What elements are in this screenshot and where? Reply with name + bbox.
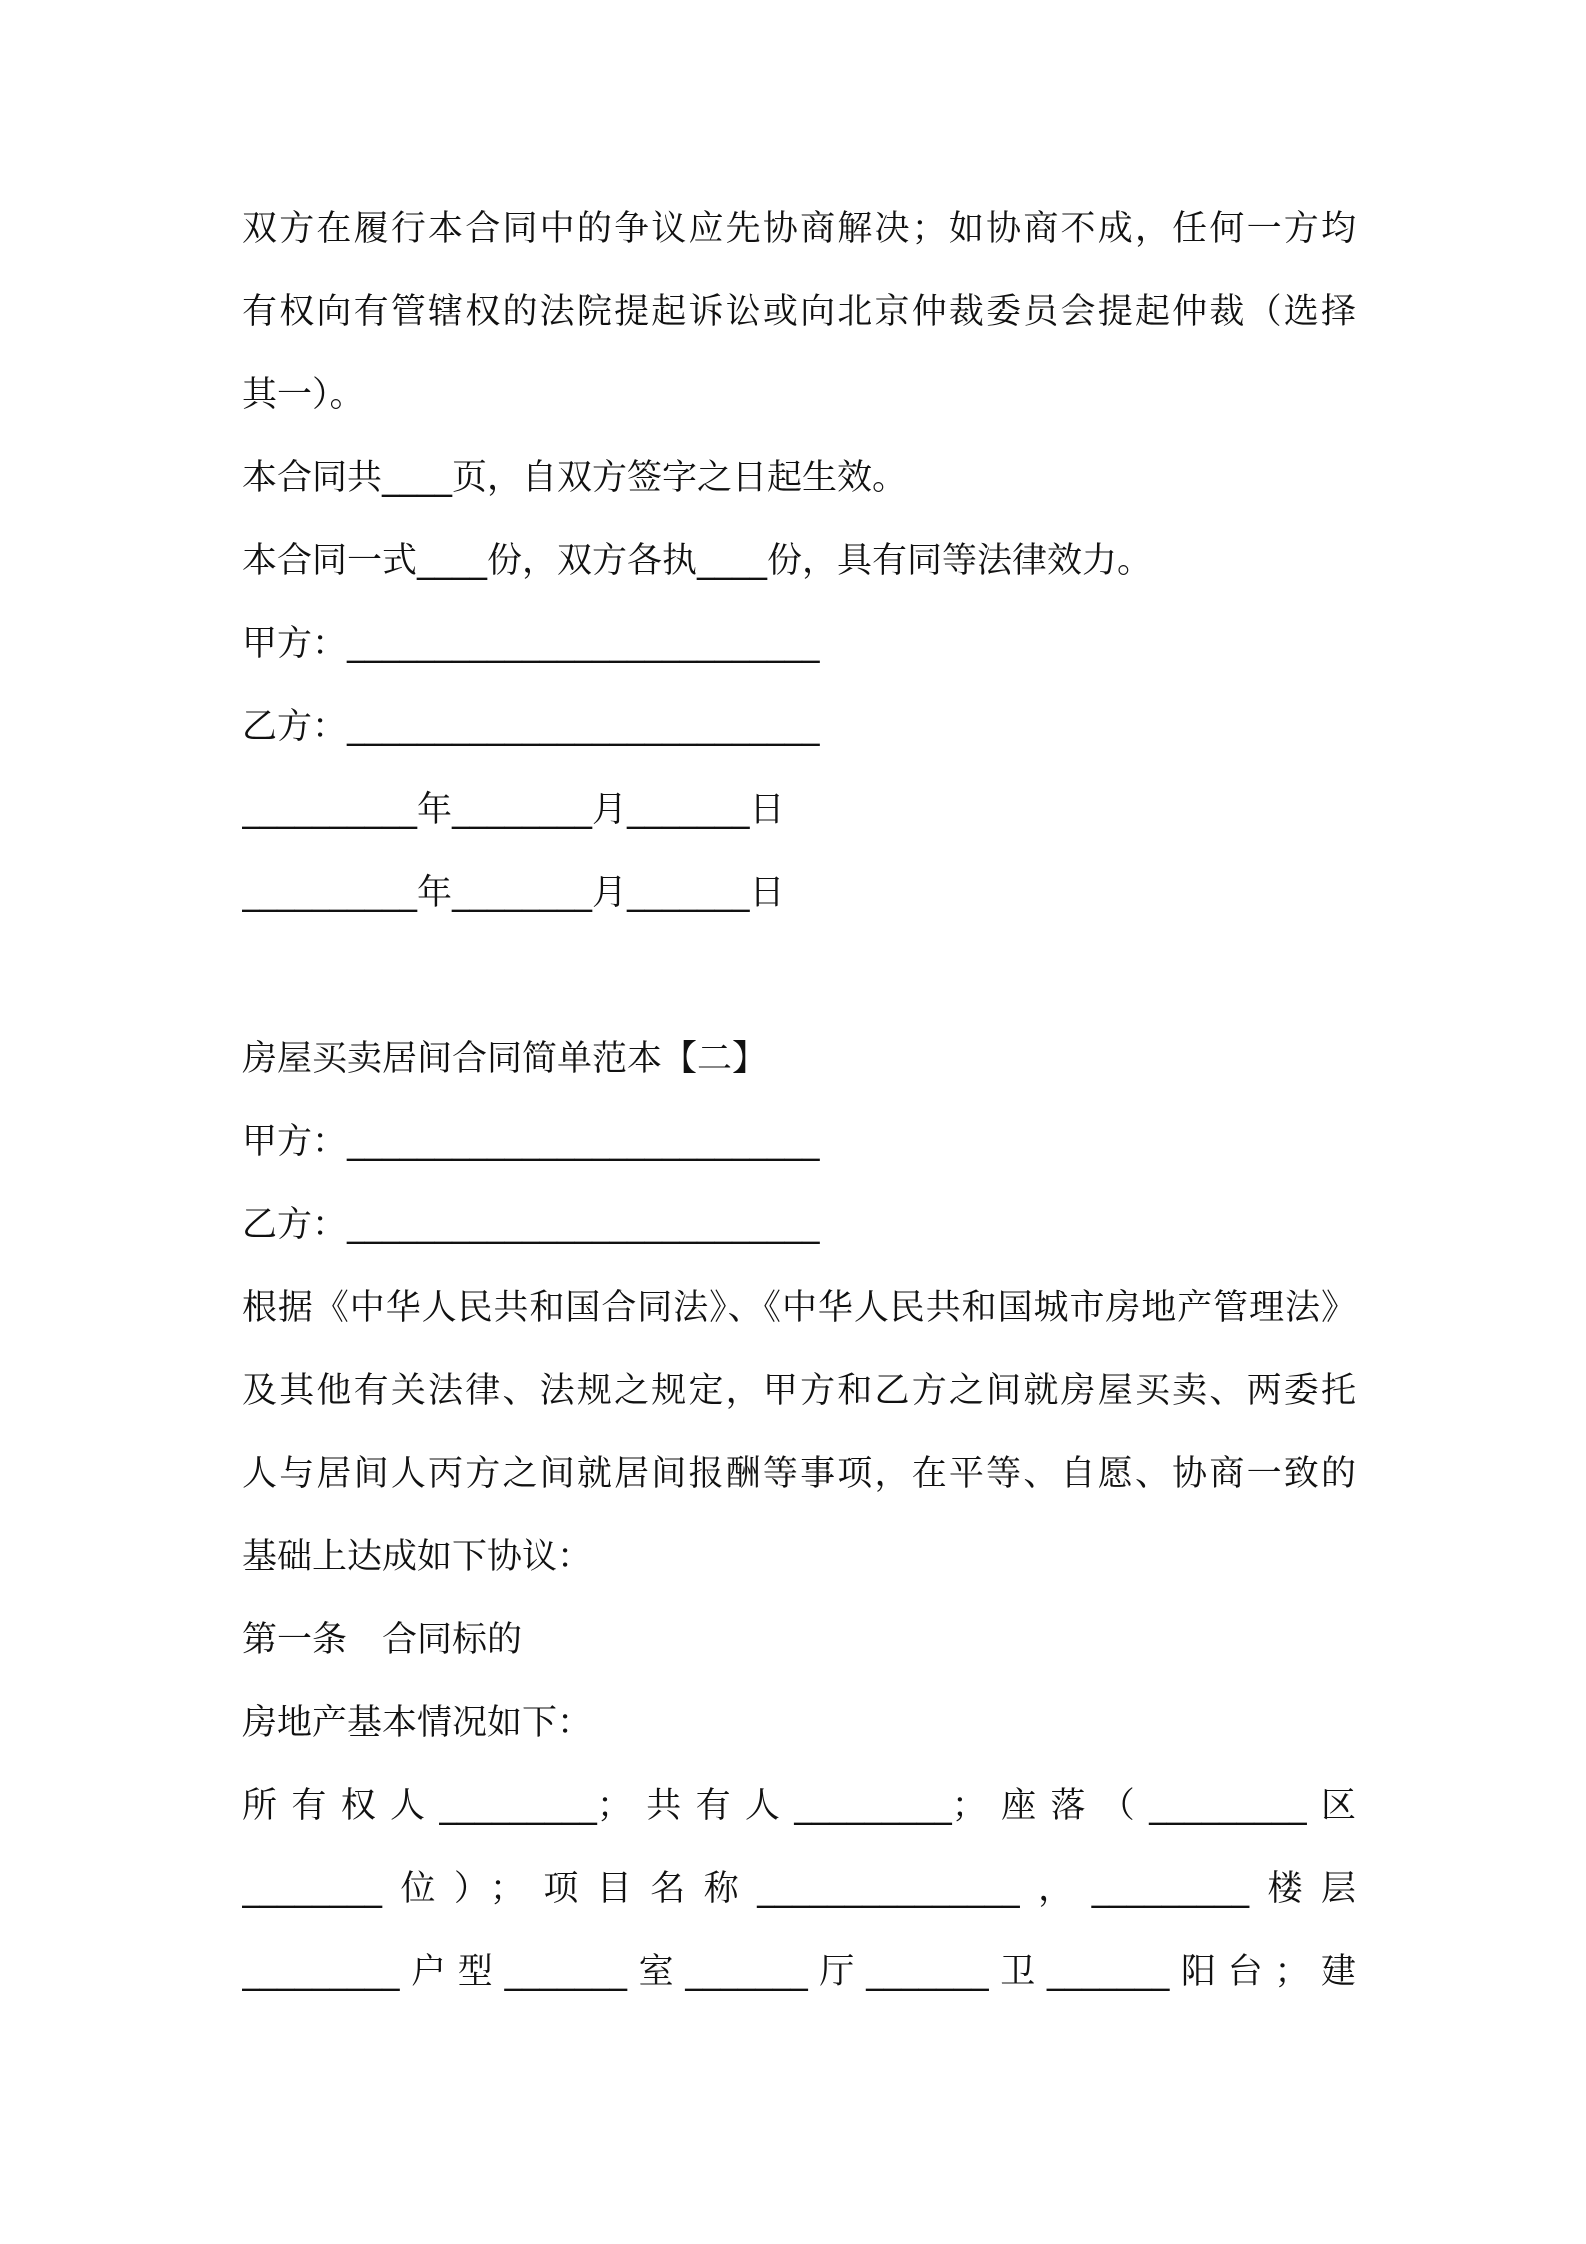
section-title: 房屋买卖居间合同简单范本【二】 [242, 1039, 768, 1079]
party-b-signature: 乙方：___________________________ [242, 707, 820, 747]
date-line: __________年________月_______日 [242, 873, 785, 913]
text-line: 及其他有关法律、法规之规定，甲方和乙方之间就房屋买卖、两委托 [242, 1371, 1356, 1411]
party-a-signature: 甲方：___________________________ [242, 624, 820, 664]
text-line: 有权向有管辖权的法院提起诉讼或向北京仲裁委员会提起仲裁（选择 [242, 292, 1356, 332]
property-info-line: ________位）；项目名称_______________，_________楼层 [242, 1869, 1356, 1909]
text-line: 本合同一式____份，双方各执____份，具有同等法律效力。 [242, 541, 1153, 581]
article-heading: 第一条 合同标的 [242, 1620, 523, 1660]
text-line: 根据《中华人民共和国合同法》、《中华人民共和国城市房地产管理法》 [242, 1288, 1356, 1328]
property-info-line: 所有权人_________；共有人_________；座落（_________区 [242, 1786, 1356, 1826]
party-a-line: 甲方：___________________________ [242, 1122, 820, 1162]
text-line: 本合同共____页，自双方签字之日起生效。 [242, 458, 908, 498]
text-line: 人与居间人丙方之间就居间报酬等事项，在平等、自愿、协商一致的 [242, 1454, 1356, 1494]
party-b-line: 乙方：___________________________ [242, 1205, 820, 1245]
text-line: 其一）。 [242, 375, 365, 415]
text-line: 基础上达成如下协议： [242, 1537, 593, 1577]
text-line: 双方在履行本合同中的争议应先协商解决；如协商不成，任何一方均 [242, 209, 1356, 249]
property-info-line: _________户型_______室_______厅_______卫_______阳台；建 [242, 1952, 1356, 1992]
date-line: __________年________月_______日 [242, 790, 785, 830]
text-line: 房地产基本情况如下： [242, 1703, 593, 1743]
